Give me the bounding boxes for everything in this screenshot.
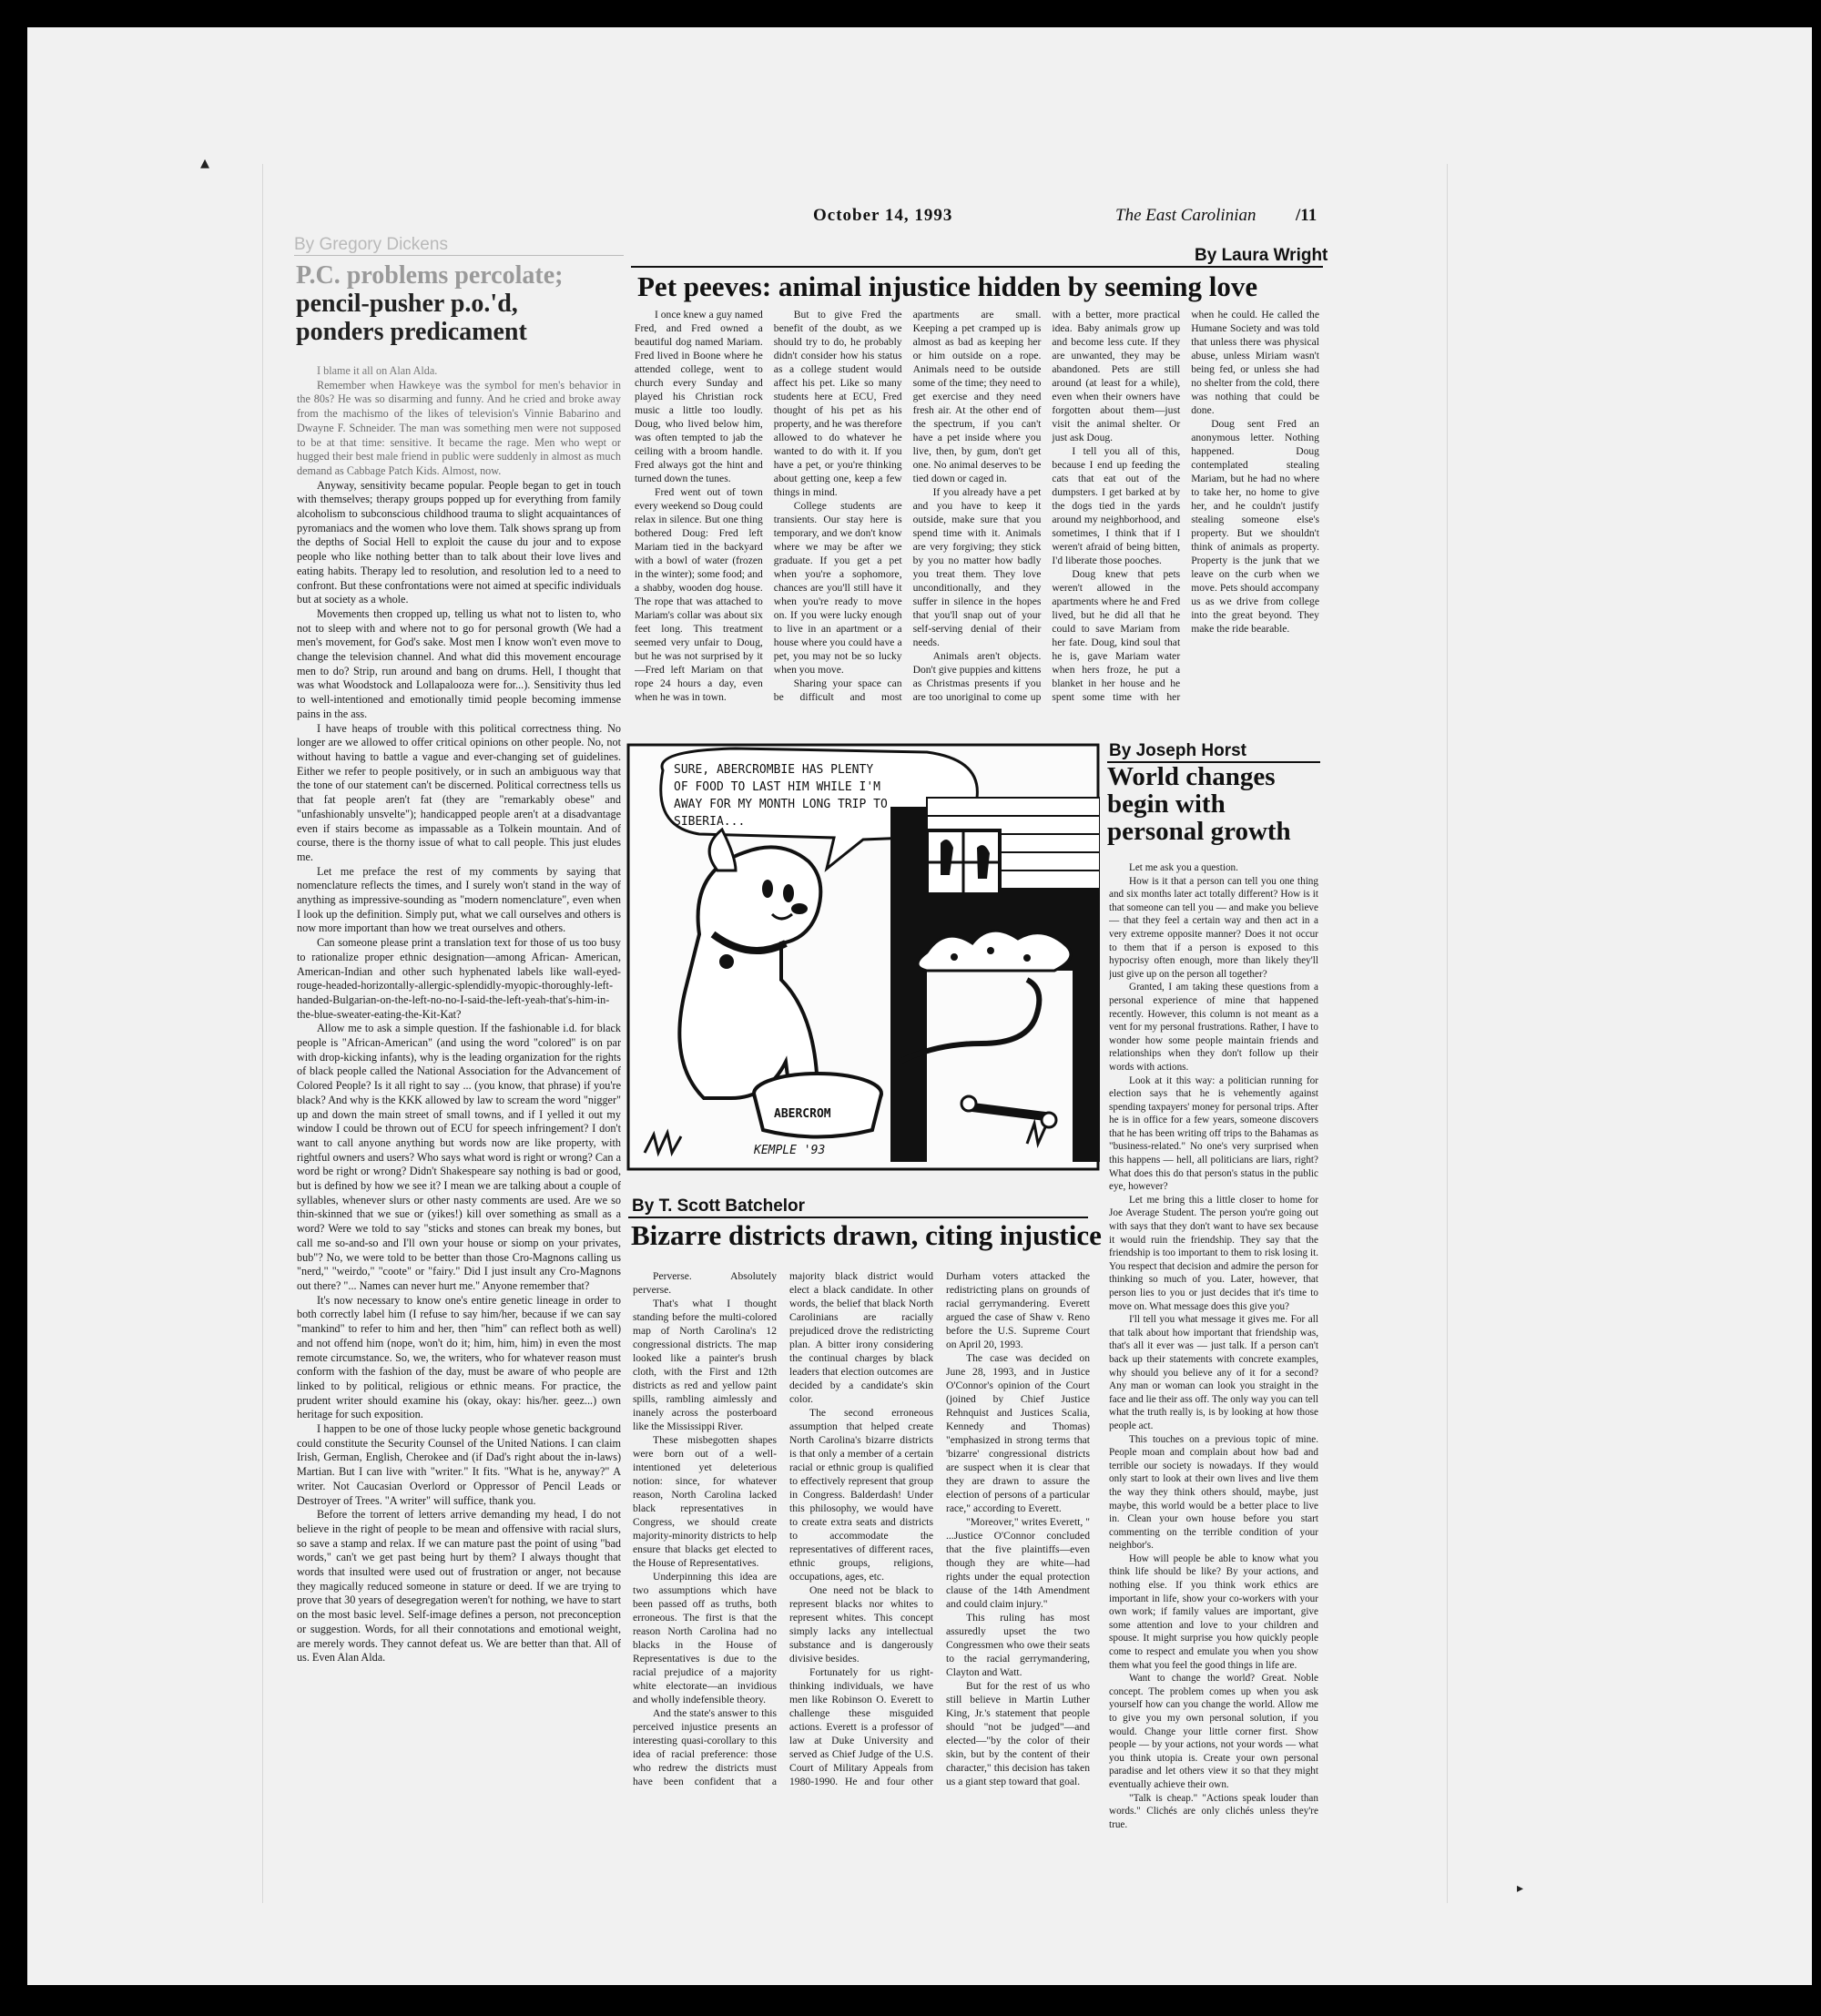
paragraph: And the state's answer to this perceived injustice presents an interesting quasi-corollary to this idea of racial preference: those who redrew the districts must have been confident that a majority black district would elect a black candidate. In other words, the belief that black North Carolinians are racially prejudiced drove the redistricting plan. A bitter irony considering the continual charges by black leaders that election outcomes are decided by a candidate's skin color. (633, 1270, 933, 1787)
headline-line: World changes (1107, 762, 1276, 791)
byline-wright: By Laura Wright (1195, 246, 1328, 265)
paragraph: Doug sent Fred an anonymous letter. Nothing happened. Doug contemplated stealing Mariam, but he had no where to take her, no home to give her, and he couldn't justify stealing someone else's property. But we shouldn't think of animals as property. Property is the junk that we leave on the curb when we move. Pets should accompany us as we drive from college into the great beyond. They make the ride bearable. (1191, 418, 1319, 635)
page-header (813, 206, 1323, 233)
paragraph: One need not be black to represent blacks nor whites to represent whites. This concept simply lacks any intellectual substance and is dangerously divisive besides. (789, 1584, 933, 1665)
byline-rule (294, 255, 624, 256)
headline-line: personal growth (1107, 817, 1291, 846)
paragraph: Perverse. Absolutely perverse. (633, 1270, 777, 1296)
paragraph: These misbegotten shapes were born out of a well-intentioned yet deleterious notion: since, for whatever reason, North Carolina lacked black representatives in Congress, we should create majority-minority districts to help ensure that blacks get elected to the House of Representatives. (633, 1434, 777, 1569)
scan-mark: ▸ (1517, 1882, 1524, 1896)
paragraph: I have heaps of trouble with this political correctness thing. No longer are we allowed to offer critical opinions on other people. No, not without having to battle a vague and ever-changing set of guidelines. Either we refer to people positively, or in such an ambiguous way that the tone of our statement can't be discerned. Political correctness tells us that fat people aren't fat (they are "remarkably obese" and "unfashionably unsvelte"); handicapped people aren't at a disadvantage even if stairs become as impassable as a Tolkein mountain. And of course, there is the thorny issue of what to call people. This just eludes me. (297, 721, 621, 863)
headline-line: P.C. problems percolate; (296, 261, 564, 290)
article-body-pets (635, 308, 1319, 718)
paragraph: This ruling has most assuredly upset the two Congressmen who owe their seats to the racial gerrymandering, Clayton and Watt. (946, 1612, 1090, 1678)
editorial-cartoon (626, 743, 1100, 1171)
paragraph: Allow me to ask a simple question. If the fashionable i.d. for black people is "African-American" (and using the word "colored" is on par with drop-kicking infants), why is the leading organization for the rights of black people called the National Association for the Advancement of Colored People? Is it all right to say ... (you know, that phrase) if you're black? And why is the KKK allowed by law to scream the word "nigger" up and down the main street of small towns, and if I yelled it out my window I could be thrown out of ECU for speech infringement? I don't want to call anyone anything but words now are like property, with rightful owners and users? Who says what word is right or wrong? Can a word be right or wrong? Didn't Shakespeare say nothing is bad or good, but is defined by how we see it? I mean we are talking about a couple of syllables, whenever slurs or other nasty comments are used. Are we so thin-skinned that we sue or (yikes!) kill over something as small as a word? Were we told to say "sticks and stones can break my bones, but call me so-and-so and I'll own your house or siomp on your privates, bub"? No, we were told to be better than those Cro-Magnons calling us "nerd," "weirdo," "coote" or "fairy." Did I just insult any Cro-Magnons out there? "... Names can never hurt me." Anyone remember that? (297, 1022, 621, 1292)
paragraph: Before the torrent of letters arrive demanding my head, I do not believe in the right of people to be mean and offensive with racial slurs, so save a stamp and relax. If we can mature past the point of using "bad words," can't we get past being hurt by them? I always thought that words that insulted were used out of frustration or anger, not because they magically reduced someone in stature or deed. If we are trying to prove that 30 years of desegregation weren't for nothing, we have to start on the most basic level. Self-image defines a person, not preconception or suggestion. Words, for all their connotations and emotional weight, are merely words. They cannot defeat us. We are better than that. All of us. Even Alan Alda. (297, 1508, 621, 1665)
paragraph: The case was decided on June 28, 1993, and in Justice O'Connor's opinion of the Court (joined by Chief Justice Rehnquist and Justices Scalia, Kennedy and Thomas) "emphasized in strong terms that 'bizarre' congressional districts are suspect when it is clear that they are drawn to assure the election of persons of a particular race," according to Everett. (946, 1352, 1090, 1514)
paragraph: I blame it all on Alan Alda. (317, 364, 438, 377)
paragraph: "Moreover," writes Everett, " ...Justice O'Connor concluded that the five plaintiffs—even though they are white—had rights under the equal protection clause of the 14th Amendment and could claim injury." (946, 1516, 1090, 1610)
article-body-horst (1109, 861, 1318, 1850)
paragraph: Fred went out of town every weekend so Doug could relax in silence. But one thing bothered Doug: Fred left Mariam tied in the backyard with a bowl of water (frozen in the winter); some food; and a shabby, wooden dog house. The rope that was attached to Mariam's collar was about six feet long. This treatment seemed very unfair to Doug, but he was not surprised by it—Fred left Mariam on that rope 24 hours a day, even when he was in town. (635, 486, 763, 703)
byline-horst: By Joseph Horst (1109, 741, 1246, 760)
paragraph: College students are transients. Our stay here is temporary, and we don't know where we may be after we graduate. If you get a pet when you're a sophomore, chances are you'll still have it when you're ready to move on. If you were lucky enough to live in an apartment or a house where you could have a pet, you may not be so lucky when you move. (773, 500, 902, 676)
paragraph: Can someone please print a translation text for those of us too busy to rationalize proper ethnic designation—among African- American, American-Indian and other such hyphenated labels like wall-eyed-rouge-headed-horizontally-allergic-splendidly-myopic-thoroughly-left-handed-Bulgarian-on-the-left-no-no-I-said-the-left-yeah-that's-him-in-the-blue-sweater-eating-the-Kit-Kat? (297, 936, 621, 1021)
byline-batchelor: By T. Scott Batchelor (632, 1196, 806, 1216)
paragraph: "Talk is cheap." "Actions speak louder than words." Clichés are only clichés unless they're true. (1109, 1792, 1318, 1830)
headline-districts: Bizarre districts drawn, citing injustice (631, 1219, 1102, 1251)
paragraph: Movements then cropped up, telling us what not to listen to, who not to sleep with and where not to go for personal growth (We had a men's movement, for God's sake. Most men I know won't even move to change the television channel. And what did this movement encourage men to do? Strip, run around and bang on drums. Hell, I thought that was what Woodstock and Lollapalooza were for...). Sensitivity thus led to well-intentioned and emotionally timid people becoming immense pains in the ass. (297, 606, 621, 720)
scan-mark: ▴ (200, 153, 210, 173)
paragraph: But for the rest of us who still believe in Martin Luther King, Jr.'s statement that people should "not be judged"—and elected—"by the color of their skin, but by the content of their character," this decision has taken us a giant step toward that goal. (946, 1680, 1090, 1787)
byline-rule (628, 1217, 1088, 1218)
paragraph: The second erroneous assumption that helped create North Carolina's bizarre districts is that only a member of a certain racial or ethnic group is qualified to effectively represent that group in Congress. Balderdash! Under this philosophy, we would have to create extra seats and districts to accommodate the representatives of different races, ethnic groups, religions, occupations, ages, etc. (789, 1407, 933, 1583)
paragraph: I once knew a guy named Fred, and Fred owned a beautiful dog named Mariam. Fred lived in Boone where he attended college, went to church every Sunday and played his Christian rock music a little too loudly. Doug, who lived below him, was often tempted to jab the ceiling with a broom handle. Fred always got the hint and turned down the tunes. (635, 309, 763, 484)
paragraph: I'll tell you what message it gives me. For all that talk about how important that friendship was, that's all it ever was — just talk. If a person can't back up their statements with concrete examples, why should you believe any of it for a second? Any man or woman can look you straight in the face and lie their ass off. The only way you can tell what the truth really is, is by looking at how those people act. (1109, 1314, 1318, 1431)
paragraph: I happen to be one of those lucky people whose genetic background could constitute the Security Counsel of the United Nations. I can claim Irish, German, English, Cherokee and (if Dad's right about the in-laws) Martian. But I can live with "writer." It fits. "What is he, anyway?" A writer. Not Caucasian Overlord or Oppressor of Pencil Leads or Destroyer of Trees. "A writer" will suffice, thank you. (297, 1422, 621, 1507)
article-body-dickens (297, 364, 621, 1844)
paragraph: Let me bring this a little closer to home for Joe Average Student. The person you're going out with says that they don't want to have sex because it would ruin the friendship. They say that the friendship is too important to them to risk losing it. You respect that decision and admire the person for thinking so much of you. Later, however, that person lies to you or just decides that it's time to move on. What message does this give you? (1109, 1194, 1318, 1312)
paragraph: Underpinning this idea are two assumptions which have been passed off as truths, both erroneous. The first is that the reason North Carolina had no blacks in the House of Representatives is due to the racial prejudice of a majority white electorate—an invidious and wholly indefensible theory. (633, 1571, 777, 1705)
paragraph: How will people be able to know what you think life should be like? By your actions, and nothing else. If you think work ethics are important in life, show your co-workers with your own work; if family values are important, give some attention and love to your children and spouse. It might surprise you how quickly people come to respect and emulate you when you show them what you feel the good things in life are. (1109, 1553, 1318, 1671)
caption-line: OF FOOD TO LAST HIM WHILE I'M (674, 780, 880, 794)
paragraph: Granted, I am taking these questions from a personal experience of mine that happened recently. However, this column is not meant as a vent for my personal frustrations. Rather, I have to wonder how some people maintain friends and relationships when they don't follow up their words with actions. (1109, 982, 1318, 1073)
paragraph: But to give Fred the benefit of the doubt, as we should try to do, he probably didn't consider how his status as a college student would affect his pet. Like so many students here at ECU, Fred thought of his pet as his property, and he was therefore allowed to do whatever he wanted to do with it. If you have a pet, or you're thinking about getting one, keep a few things in mind. (773, 309, 902, 498)
bowl-label: ABERCROM (774, 1107, 831, 1121)
paragraph: Animals aren't objects. Don't give puppies and kittens as Christmas presents if you are too unoriginal to come up with a better, more practical idea. Baby animals grow up and become less cute. If they are unwanted, they may be abandoned. Pets are still around (at least for a while), even when their owners have forgotten about them—just visit the animal shelter. Or just ask Doug. (912, 309, 1181, 703)
headline-pets: Pet peeves: animal injustice hidden by seeming love (637, 270, 1258, 302)
newspaper-name: The East Carolinian (1115, 206, 1256, 225)
headline-dickens (296, 262, 563, 346)
paragraph: I tell you all of this, because I end up feeding the cats that eat out of the dumpsters. I get barked at by the dogs tied in the yards around my neighborhood, and sometimes, I think that if I weren't afraid of being bitten, I'd liberate those pooches. (1052, 445, 1181, 566)
paragraph: It's now necessary to know one's entire genetic lineage in order to both correctly label him (I refuse to say him/her, because if we can say "mankind" to refer to him and her, then "him" can reflect both as well) and not offend him (nope, won't do it; him, him, him) in even the most remote circumstance. So, we, the writers, who for whatever reason must conform with the fashion of the day, must be aware of who people are linked to by political, religious or ethnic means. For practice, the prudent writer should examine his (okay, okay: his/her. geez...) own heritage for such exposition. (297, 1293, 621, 1421)
caption-line: AWAY FOR MY MONTH LONG TRIP TO (674, 798, 888, 811)
article-body-districts (633, 1269, 1090, 1850)
page-number: /11 (1296, 206, 1317, 225)
issue-date: October 14, 1993 (813, 206, 953, 225)
caption-line: SURE, ABERCROMBIE HAS PLENTY (674, 763, 874, 777)
paragraph: Doug knew that pets weren't allowed in the apartments where he and Fred lived, but he did all that he could to save Mariam from her fate. Doug, kind soul that he is, gave Mariam water when hers froze, he put a blanket in her house and he spent some time with her when he could. He called the Humane Society and was told that unless there was physical abuse, unless Miriam wasn't being fed, or unless she had no shelter from the cold, there was nothing that could be done. (1052, 309, 1319, 703)
paragraph: Want to change the world? Great. Noble concept. The problem comes up when you ask yourself how can you change the world. Allow me to give you my own personal solution, if you would. Change your little corner first. Show people — by your actions, not your words — what you think utopia is. Create your own personal paradise and let others view it so that they might eventually achieve their own. (1109, 1673, 1318, 1790)
cartoon-caption (674, 761, 974, 830)
headline-line: begin with (1107, 789, 1226, 819)
paragraph: Let me ask you a question. (1129, 862, 1238, 873)
paragraph: Sharing your space can be difficult and most apartments are small. Keeping a pet cramped up is almost as bad as keeping her or him outside on a rope. Animals need to be outside some of the time; they need to get exercise and they need fresh air. At the other end of the spectrum, if you can't have a pet inside where you live, then, by gum, don't get one. No animal deserves to be tied down or caged in. (773, 309, 1042, 703)
paragraph: If you already have a pet and you have to keep it outside, make sure that you spend time with it. Animals are very forgiving; they stick by you no matter how badly you treat them. They love unconditionally, and they suffer in silence in the hopes that you'll snap out of your self-serving denial of their needs. (912, 486, 1042, 648)
paragraph: Look at it this way: a politician running for election says that he is vehemently against spending taxpayers' money for personal trips. After he is in office for a few years, someone discovers that he has been writing off trips to the Bahamas as "business-related." No one's very surprised when this happens — hell, all politicians are liars, right? What does this do that person's status in the public eye, however? (1109, 1074, 1318, 1193)
paragraph: Fortunately for us right-thinking individuals, we have men like Robinson O. Everett to challenge these misguided actions. Everett is a professor of law at Duke University and served as Chief Judge of the U.S. Court of Military Appeals from 1980-1990. He and four other Durham voters attacked the redistricting plans on grounds of racial gerrymandering. Everett argued the case of Shaw v. Reno before the U.S. Supreme Court on April 20, 1993. (789, 1270, 1090, 1787)
cartoonist-signature: KEMPLE '93 (754, 1144, 826, 1157)
headline-line: pencil-pusher p.o.'d, (296, 289, 518, 318)
paragraph: Let me preface the rest of my comments by saying that nomenclature reflects the times, and I surely won't stand in the way of anything as impressive-sounding as "modern nomenclature", even when I look up the definition. Simply put, what we call ourselves and others is now more important than how we treat ourselves and others. (297, 864, 621, 935)
byline-rule (631, 266, 1323, 268)
paragraph: How is it that a person can tell you one thing and six months later act totally different? How is it that someone can tell you — and make you believe — that they feel a certain way and then act in a very extreme opposite manner? Does it not occur to them that if a person is exposed to this hypocrisy often enough, more than likely they'll just give up on the person all together? (1109, 875, 1318, 980)
paragraph: This touches on a previous topic of mine. People moan and complain about how bad and terrible our society is nowadays. If they would only start to look at their own lives and live them the way they think others should, maybe, just maybe, this world would be a better place to live in. Clean your own house before you start commenting on the terrible condition of your neighbor's. (1109, 1433, 1318, 1552)
paragraph: Anyway, sensitivity became popular. People began to get in touch with themselves; therapy groups popped up for everything from family alcoholism to subconscious childhood trauma to slight acquaintances of pyromaniacs and the women who love them. Talk shows sprang up from the depths of Social Hell to exploit the cause du jour and to expose people who like nothing better than to talk about their love lives and eating habits. Therapy led to resolution, and resolution led to a need to confront. But these confrontations were not aimed at specific individuals but at society as a whole. (297, 478, 621, 606)
paragraph: Remember when Hawkeye was the symbol for men's behavior in the 80s? He was so disarming and funny. And he cried and broke away from the machismo of the likes of television's Vinnie Babarino and Dwayne F. Schneider. The man was something men were not supposed to be at that time: sensitive. It became the rage. Men who wept or hugged their best male friend in public were suddenly in almost as much demand as Cabbage Patch Kids. Almost, now. (297, 378, 621, 477)
byline-dickens: By Gregory Dickens (294, 235, 448, 254)
paragraph: That's what I thought standing before the multi-colored map of North Carolina's 12 congressional districts. The map looked like a painter's brush cloth, with the First and 12th districts as red and yellow paint spills, rambling aimlessly and inanely across the posterboard like the Mississippi River. (633, 1298, 777, 1432)
caption-line: SIBERIA... (674, 815, 746, 829)
headline-world (1107, 763, 1291, 845)
headline-line: ponders predicament (296, 317, 527, 346)
